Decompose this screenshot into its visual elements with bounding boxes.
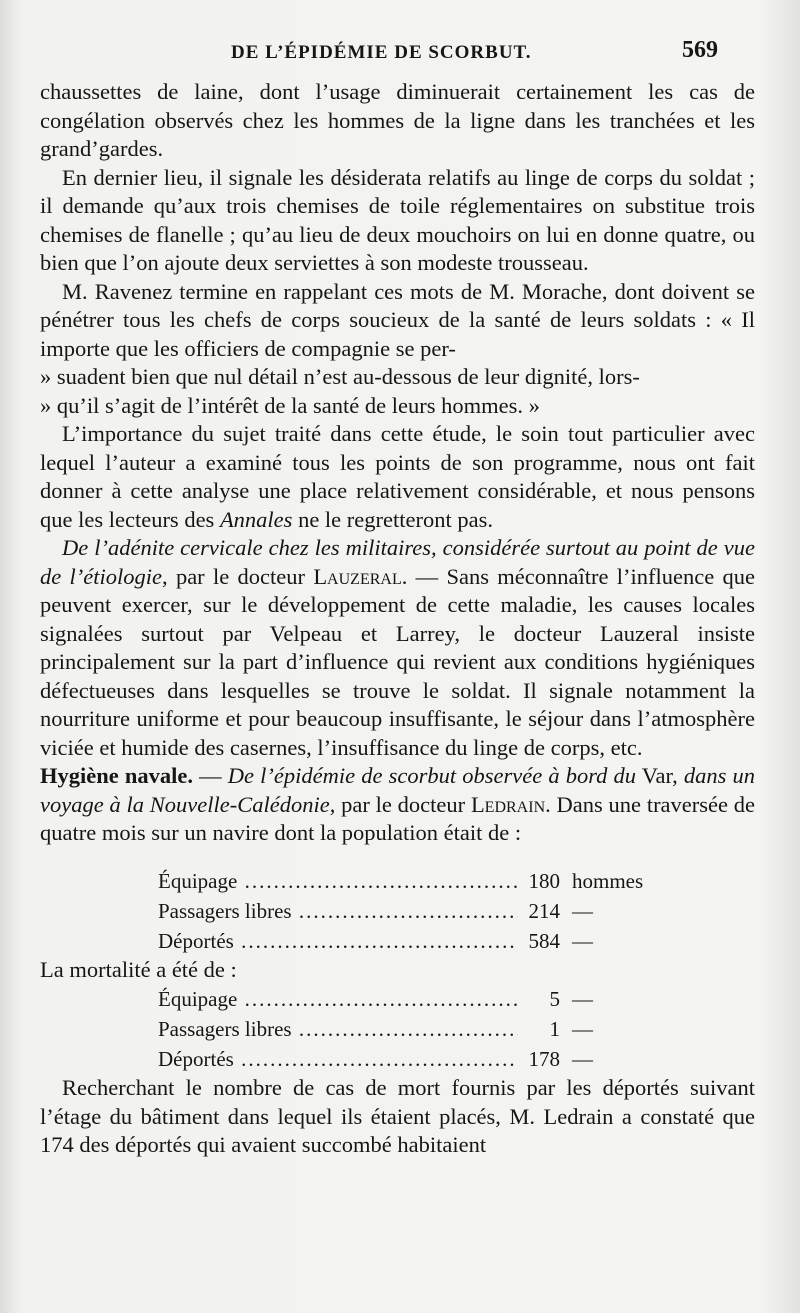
row-value: 214 xyxy=(528,898,560,923)
row-value: 5 xyxy=(549,987,560,1011)
row-unit: hommes xyxy=(572,868,644,893)
paragraph-3 xyxy=(40,278,755,421)
row-unit: — xyxy=(572,1017,593,1041)
row-label: Passagers libres ..... xyxy=(158,1014,518,1044)
row-unit: — xyxy=(572,1047,593,1071)
paragraph-1: chaussettes de laine, dont l’usage diminuerait certainement les cas de congélation observés chez les hommes de la ligne dans les tranchées et les grand’gardes. xyxy=(40,79,755,161)
paragraph-4-end: ne le regretteront pas. xyxy=(298,506,493,532)
paragraph-5-text: . — Sans méconnaître l’influence que peuvent exercer, sur le développement de cette maladie, les causes locales signalées surtout par Velpeau et Larrey, le docteur Lauzeral insiste principalement sur la part d’influence qui revient aux conditions hygiéniques défectueuses dans lesquelles se trouve le soldat. Il signale notamment la nourriture uniforme et pour beaucoup insuffisante, le séjour dans l’atmosphère viciée et humide des casernes, l’insuffisance du linge de corps, etc. xyxy=(40,563,756,760)
scorbut-article-title: De l’épidémie de scorbut observée à bord du xyxy=(227,763,637,788)
row-label: Déportés ..... xyxy=(158,926,518,956)
table-row xyxy=(158,926,678,956)
population-table xyxy=(158,866,678,956)
row-value: 1 xyxy=(549,1017,560,1041)
paragraph-5-by: , par le docteur xyxy=(162,563,305,589)
section-heading-hygiene-navale: Hygiène navale. xyxy=(40,763,193,788)
paragraph-6-by: , par le docteur xyxy=(329,791,466,817)
adenite-article-title: De l’adénite cervicale chez les militaires, considérée surtout au point de vue de l’étiologie xyxy=(40,535,755,589)
paragraph-6-dash: — xyxy=(193,763,228,788)
page-body xyxy=(40,78,755,1160)
paragraph-3-quote-line-2: » qu’il s’agit de l’intérêt de la santé de leurs hommes. » xyxy=(40,392,540,418)
table-row xyxy=(158,984,678,1014)
journal-title: Annales xyxy=(219,506,293,532)
paragraph-2: En dernier lieu, il signale les désiderata relatifs au linge de corps du soldat ; il demande qu’aux trois chemises de toile réglementaires on substitue trois chemises de flanelle ; qu’au lieu de deux mouchoirs on lui en donne quatre, ou bien que l’on ajoute deux serviettes à son modeste trousseau. xyxy=(40,164,755,275)
paragraph-6 xyxy=(40,762,755,848)
table-row xyxy=(158,896,678,926)
ship-name: Var, xyxy=(636,763,684,788)
row-value: 180 xyxy=(528,868,560,893)
row-unit: — xyxy=(572,928,593,953)
row-unit: — xyxy=(572,987,593,1011)
page-header xyxy=(0,34,800,70)
closing-paragraph: Recherchant le nombre de cas de mort fournis par les déportés suivant l’étage du bâtiment dans lequel ils étaient placés, M. Ledrain a constaté que 174 des déportés qui avaient succombé habitaient xyxy=(40,1075,755,1157)
mortality-intro: La mortalité a été de : xyxy=(40,956,237,982)
row-value: 584 xyxy=(528,928,560,953)
running-title: DE L’ÉPIDÉMIE DE SCORBUT. xyxy=(231,42,532,63)
mortality-table xyxy=(158,984,678,1074)
page-number: 569 xyxy=(682,37,718,63)
author-ledrain: Ledrain xyxy=(470,791,546,817)
row-label: Équipage ..... xyxy=(158,984,518,1014)
row-value: 178 xyxy=(528,1047,560,1071)
table-row xyxy=(158,1044,678,1074)
paragraph-5 xyxy=(40,534,755,762)
table-row xyxy=(158,866,678,896)
voyage-title: dans un voyage à la Nouvelle-Calédonie xyxy=(40,763,755,817)
paragraph-3-quote-line-1: » suadent bien que nul détail n’est au-dessous de leur dignité, lors- xyxy=(40,364,640,389)
paragraph-6-text: . Dans une traversée de quatre mois sur un navire dont la population était de : xyxy=(40,791,756,845)
author-lauzeral: Lauzeral xyxy=(313,563,402,589)
row-label: Passagers libres ..... xyxy=(158,896,518,926)
row-label: Équipage ..... xyxy=(158,866,518,896)
paragraph-4-text: L’importance du sujet traité dans cette étude, le soin tout particulier avec lequel l’auteur a examiné tous les points de son programme, nous ont fait donner à cette analyse une place relativement considérable, et nous pensons que les lecteurs des xyxy=(40,421,755,532)
paragraph-4 xyxy=(40,420,755,534)
paragraph-3-text: M. Ravenez termine en rappelant ces mots de M. Morache, dont doivent se pénétrer tous les chefs de corps soucieux de la santé de leurs soldats : « Il importe que les officiers de compagnie se per- xyxy=(40,278,755,361)
row-label: Déportés ..... xyxy=(158,1044,518,1074)
table-row xyxy=(158,1014,678,1044)
row-unit: — xyxy=(572,898,593,923)
